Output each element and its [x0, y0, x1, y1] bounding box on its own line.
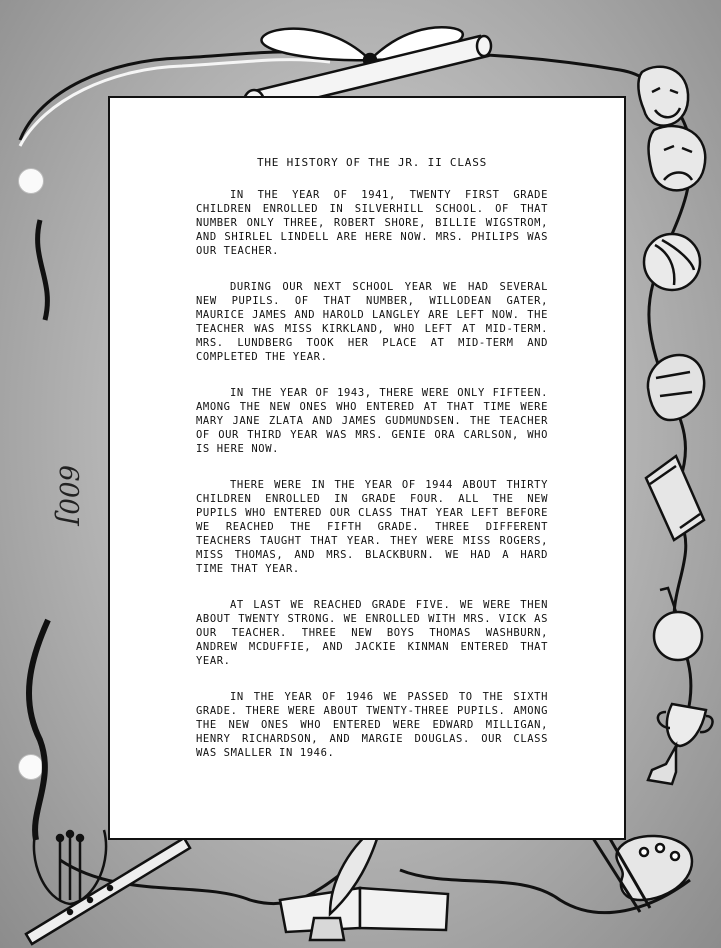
paragraph: IN THE YEAR OF 1941, TWENTY FIRST GRADE CHILDREN ENROLLED IN SILVERHILL SCHOOL. OF THAT NUMBER ONLY THREE, ROBERT SHORE, BILLIE WIGSTROM, AND SHIRLEL LINDELL ARE HERE NOW. MRS. PHILIPS WAS OUR TEACHER. — [196, 189, 548, 257]
paragraph: IN THE YEAR OF 1943, THERE WERE ONLY FIFTEEN. AMONG THE NEW ONES WHO ENTERED AT THAT TIME WERE MARY JANE ZLATA AND JAMES GUDMUNDSEN. THE TEACHER OF OUR THIRD YEAR WAS MRS. GENIE ORA CARLSON, WHO IS HERE NOW. — [196, 387, 548, 455]
trophy-icon — [648, 704, 713, 784]
tragedy-mask-icon — [649, 126, 706, 190]
football-helmet-icon — [648, 355, 704, 420]
flask-icon — [654, 588, 702, 660]
document-title: THE HISTORY OF THE JR. II CLASS — [256, 156, 488, 169]
baseball-icon — [644, 234, 700, 290]
document-body — [196, 156, 548, 782]
comedy-mask-icon — [638, 67, 688, 126]
inkwell-icon — [310, 918, 344, 940]
book-icon — [646, 456, 704, 540]
margin-annotation: 600J — [53, 465, 83, 526]
text-panel — [108, 96, 626, 840]
paragraph: IN THE YEAR OF 1946 WE PASSED TO THE SIXTH GRADE. THERE WERE ABOUT TWENTY-THREE PUPILS. AMONG THE NEW ONES WHO ENTERED WERE EDWARD MILLIGAN, HENRY RICHARDSON, AND MARGIE DOUGLAS. OUR CLASS WAS SMALLER IN 1946. — [196, 691, 548, 759]
paragraph: AT LAST WE REACHED GRADE FIVE. WE WERE THEN ABOUT TWENTY STRONG. WE ENROLLED WITH MRS. VICK AS OUR TEACHER. THREE NEW BOYS THOMAS WASHBURN, ANDREW MCDUFFIE, AND JACKIE KINMAN ENTERED THAT YEAR. — [196, 599, 548, 667]
open-book-icon — [280, 888, 448, 932]
paragraph: THERE WERE IN THE YEAR OF 1944 ABOUT THIRTY CHILDREN ENROLLED IN GRADE FOUR. ALL THE NEW PUPILS WHO ENTERED OUR CLASS THAT YEAR LEFT BEFORE WE REACHED THE FIFTH GRADE. THREE DIFFERENT TEACHERS TAUGHT THAT YEAR. THEY WERE MISS ROGERS, MISS THOMAS, AND MRS. BLACKBURN. WE HAD A HARD TIME THAT YEAR. — [196, 479, 548, 575]
paragraph: DURING OUR NEXT SCHOOL YEAR WE HAD SEVERAL NEW PUPILS. OF THAT NUMBER, WILLODEAN GATER, MAURICE JAMES AND HAROLD LANGLEY ARE LEFT NOW. THE TEACHER WAS MISS KIRKLAND, WHO LEFT AT MID-TERM. MRS. LUNDBERG TOOK HER PLACE AT MID-TERM AND COMPLETED THE YEAR. — [196, 281, 548, 363]
flute-icon — [26, 838, 190, 944]
